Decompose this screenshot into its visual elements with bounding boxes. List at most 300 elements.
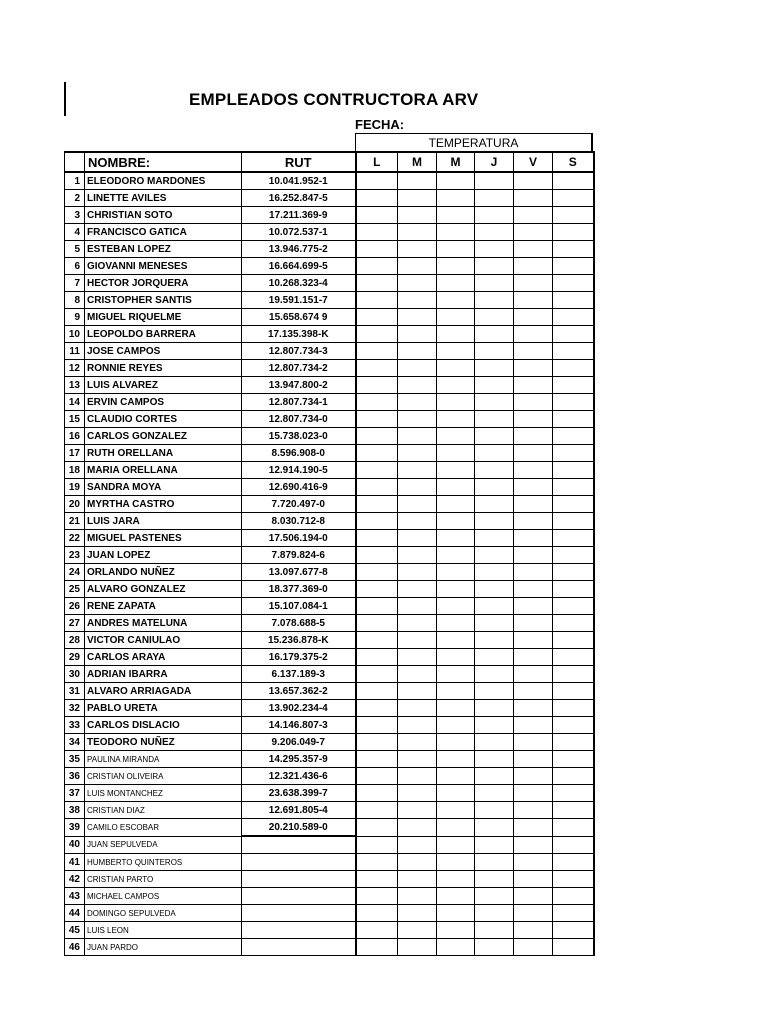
temperature-cell-m1[interactable] (398, 905, 437, 922)
temperature-cell-m2[interactable] (437, 905, 475, 922)
temperature-cell-s[interactable] (553, 462, 594, 479)
temperature-cell-j[interactable] (475, 258, 514, 275)
temperature-cell-m2[interactable] (437, 377, 475, 394)
temperature-cell-m2[interactable] (437, 871, 475, 888)
temperature-cell-j[interactable] (475, 496, 514, 513)
temperature-cell-j[interactable] (475, 428, 514, 445)
temperature-cell-m2[interactable] (437, 513, 475, 530)
temperature-cell-l[interactable] (356, 581, 398, 598)
temperature-cell-v[interactable] (514, 683, 553, 700)
temperature-cell-j[interactable] (475, 547, 514, 564)
temperature-cell-v[interactable] (514, 649, 553, 666)
temperature-cell-j[interactable] (475, 905, 514, 922)
temperature-cell-m2[interactable] (437, 819, 475, 837)
temperature-cell-j[interactable] (475, 190, 514, 207)
temperature-cell-j[interactable] (475, 615, 514, 632)
temperature-cell-m1[interactable] (398, 343, 437, 360)
temperature-cell-m2[interactable] (437, 190, 475, 207)
temperature-cell-j[interactable] (475, 922, 514, 939)
temperature-cell-j[interactable] (475, 751, 514, 768)
temperature-cell-s[interactable] (553, 309, 594, 326)
temperature-cell-m2[interactable] (437, 717, 475, 734)
temperature-cell-m2[interactable] (437, 224, 475, 241)
temperature-cell-l[interactable] (356, 854, 398, 871)
temperature-cell-m2[interactable] (437, 479, 475, 496)
row-number: 38 (65, 802, 85, 819)
employee-name: CRISTIAN DIAZ (85, 802, 242, 819)
temperature-cell-s[interactable] (553, 768, 594, 785)
temperature-cell-m1[interactable] (398, 564, 437, 581)
temperature-cell-m2[interactable] (437, 683, 475, 700)
header-day-j: J (475, 152, 514, 172)
temperature-cell-j[interactable] (475, 734, 514, 751)
temperature-cell-l[interactable] (356, 513, 398, 530)
temperature-cell-s[interactable] (553, 649, 594, 666)
temperature-cell-s[interactable] (553, 785, 594, 802)
employee-rut (242, 905, 356, 922)
temperature-cell-l[interactable] (356, 462, 398, 479)
temperature-cell-s[interactable] (553, 547, 594, 564)
temperature-cell-j[interactable] (475, 326, 514, 343)
temperature-cell-j[interactable] (475, 819, 514, 837)
temperature-cell-v[interactable] (514, 479, 553, 496)
employee-name: JOSE CAMPOS (85, 343, 242, 360)
temperature-cell-s[interactable] (553, 854, 594, 871)
temperature-cell-m1[interactable] (398, 377, 437, 394)
temperature-cell-s[interactable] (553, 496, 594, 513)
temperature-cell-m1[interactable] (398, 683, 437, 700)
temperature-cell-l[interactable] (356, 666, 398, 683)
temperature-cell-l[interactable] (356, 751, 398, 768)
temperature-cell-l[interactable] (356, 275, 398, 292)
temperature-cell-s[interactable] (553, 445, 594, 462)
temperature-cell-s[interactable] (553, 292, 594, 309)
temperature-cell-v[interactable] (514, 854, 553, 871)
temperature-cell-v[interactable] (514, 275, 553, 292)
temperature-cell-m2[interactable] (437, 172, 475, 190)
temperature-cell-v[interactable] (514, 172, 553, 190)
temperature-cell-v[interactable] (514, 905, 553, 922)
temperature-cell-v[interactable] (514, 241, 553, 258)
temperature-cell-j[interactable] (475, 836, 514, 854)
temperature-cell-v[interactable] (514, 734, 553, 751)
temperature-cell-v[interactable] (514, 309, 553, 326)
temperature-cell-v[interactable] (514, 190, 553, 207)
temperature-cell-m1[interactable] (398, 871, 437, 888)
temperature-cell-s[interactable] (553, 172, 594, 190)
temperature-cell-m2[interactable] (437, 581, 475, 598)
temperature-cell-s[interactable] (553, 836, 594, 854)
employee-rut: 16.252.847-5 (242, 190, 356, 207)
temperature-cell-m2[interactable] (437, 360, 475, 377)
temperature-cell-m1[interactable] (398, 615, 437, 632)
employee-rut: 14.146.807-3 (242, 717, 356, 734)
temperature-cell-m2[interactable] (437, 649, 475, 666)
temperature-cell-l[interactable] (356, 802, 398, 819)
temperature-cell-s[interactable] (553, 939, 594, 956)
temperature-cell-s[interactable] (553, 428, 594, 445)
temperature-cell-m1[interactable] (398, 462, 437, 479)
temperature-cell-m1[interactable] (398, 445, 437, 462)
temperature-cell-l[interactable] (356, 479, 398, 496)
temperature-cell-l[interactable] (356, 411, 398, 428)
temperature-cell-j[interactable] (475, 871, 514, 888)
temperature-cell-m1[interactable] (398, 700, 437, 717)
employee-rut: 16.664.699-5 (242, 258, 356, 275)
temperature-cell-m2[interactable] (437, 785, 475, 802)
temperature-cell-s[interactable] (553, 632, 594, 649)
temperature-cell-m2[interactable] (437, 888, 475, 905)
temperature-cell-v[interactable] (514, 888, 553, 905)
temperature-cell-m1[interactable] (398, 207, 437, 224)
temperature-cell-s[interactable] (553, 751, 594, 768)
temperature-cell-l[interactable] (356, 632, 398, 649)
temperature-cell-m2[interactable] (437, 751, 475, 768)
temperature-cell-l[interactable] (356, 258, 398, 275)
temperature-cell-v[interactable] (514, 564, 553, 581)
temperature-cell-j[interactable] (475, 717, 514, 734)
temperature-cell-s[interactable] (553, 326, 594, 343)
temperature-cell-m2[interactable] (437, 496, 475, 513)
temperature-cell-m2[interactable] (437, 836, 475, 854)
temperature-cell-v[interactable] (514, 394, 553, 411)
temperature-cell-v[interactable] (514, 513, 553, 530)
temperature-cell-v[interactable] (514, 751, 553, 768)
temperature-cell-s[interactable] (553, 377, 594, 394)
temperature-cell-m1[interactable] (398, 496, 437, 513)
temperature-cell-v[interactable] (514, 530, 553, 547)
temperature-cell-j[interactable] (475, 343, 514, 360)
temperature-cell-s[interactable] (553, 683, 594, 700)
temperature-cell-m2[interactable] (437, 598, 475, 615)
temperature-cell-v[interactable] (514, 939, 553, 956)
table-row (65, 377, 594, 394)
temperature-cell-l[interactable] (356, 768, 398, 785)
temperature-cell-j[interactable] (475, 854, 514, 871)
temperature-cell-m1[interactable] (398, 819, 437, 837)
temperature-cell-v[interactable] (514, 802, 553, 819)
temperature-cell-v[interactable] (514, 326, 553, 343)
temperature-cell-l[interactable] (356, 939, 398, 956)
temperature-cell-v[interactable] (514, 377, 553, 394)
temperature-cell-l[interactable] (356, 326, 398, 343)
temperature-cell-l[interactable] (356, 598, 398, 615)
temperature-cell-l[interactable] (356, 394, 398, 411)
temperature-cell-v[interactable] (514, 224, 553, 241)
temperature-cell-j[interactable] (475, 275, 514, 292)
temperature-cell-m1[interactable] (398, 785, 437, 802)
temperature-cell-m1[interactable] (398, 632, 437, 649)
temperature-cell-j[interactable] (475, 598, 514, 615)
temperature-cell-m1[interactable] (398, 649, 437, 666)
temperature-cell-m2[interactable] (437, 530, 475, 547)
temperature-cell-j[interactable] (475, 462, 514, 479)
temperature-cell-v[interactable] (514, 768, 553, 785)
temperature-cell-m1[interactable] (398, 922, 437, 939)
temperature-cell-v[interactable] (514, 496, 553, 513)
temperature-cell-v[interactable] (514, 785, 553, 802)
temperature-cell-l[interactable] (356, 343, 398, 360)
table-row (65, 666, 594, 683)
temperature-cell-l[interactable] (356, 819, 398, 837)
temperature-cell-s[interactable] (553, 888, 594, 905)
temperature-cell-s[interactable] (553, 343, 594, 360)
temperature-cell-v[interactable] (514, 632, 553, 649)
temperature-cell-s[interactable] (553, 615, 594, 632)
temperature-cell-m2[interactable] (437, 445, 475, 462)
temperature-cell-m1[interactable] (398, 939, 437, 956)
temperature-cell-m1[interactable] (398, 479, 437, 496)
table-row (65, 615, 594, 632)
temperature-cell-v[interactable] (514, 615, 553, 632)
temperature-cell-l[interactable] (356, 922, 398, 939)
temperature-cell-m2[interactable] (437, 734, 475, 751)
temperature-cell-m1[interactable] (398, 411, 437, 428)
temperature-cell-v[interactable] (514, 581, 553, 598)
temperature-cell-j[interactable] (475, 479, 514, 496)
temperature-cell-m2[interactable] (437, 768, 475, 785)
temperature-cell-s[interactable] (553, 258, 594, 275)
temperature-cell-m2[interactable] (437, 547, 475, 564)
temperature-cell-v[interactable] (514, 871, 553, 888)
temperature-cell-m1[interactable] (398, 513, 437, 530)
row-number: 28 (65, 632, 85, 649)
temperature-cell-l[interactable] (356, 905, 398, 922)
temperature-cell-m1[interactable] (398, 428, 437, 445)
temperature-cell-l[interactable] (356, 309, 398, 326)
temperature-cell-l[interactable] (356, 785, 398, 802)
temperature-cell-l[interactable] (356, 445, 398, 462)
temperature-cell-m1[interactable] (398, 888, 437, 905)
temperature-cell-s[interactable] (553, 513, 594, 530)
temperature-cell-m2[interactable] (437, 428, 475, 445)
temperature-cell-s[interactable] (553, 530, 594, 547)
temperature-cell-m1[interactable] (398, 172, 437, 190)
temperature-cell-l[interactable] (356, 700, 398, 717)
temperature-cell-s[interactable] (553, 581, 594, 598)
temperature-cell-v[interactable] (514, 343, 553, 360)
temperature-cell-s[interactable] (553, 411, 594, 428)
temperature-cell-l[interactable] (356, 734, 398, 751)
temperature-cell-m1[interactable] (398, 275, 437, 292)
temperature-cell-l[interactable] (356, 649, 398, 666)
temperature-cell-m2[interactable] (437, 394, 475, 411)
temperature-cell-l[interactable] (356, 564, 398, 581)
temperature-cell-m1[interactable] (398, 734, 437, 751)
temperature-cell-m1[interactable] (398, 768, 437, 785)
temperature-cell-j[interactable] (475, 394, 514, 411)
temperature-cell-v[interactable] (514, 547, 553, 564)
temperature-cell-v[interactable] (514, 445, 553, 462)
temperature-cell-l[interactable] (356, 292, 398, 309)
temperature-cell-m2[interactable] (437, 462, 475, 479)
temperature-cell-j[interactable] (475, 581, 514, 598)
temperature-cell-j[interactable] (475, 172, 514, 190)
temperature-cell-m2[interactable] (437, 700, 475, 717)
temperature-cell-m2[interactable] (437, 564, 475, 581)
temperature-cell-v[interactable] (514, 207, 553, 224)
temperature-cell-j[interactable] (475, 292, 514, 309)
temperature-cell-j[interactable] (475, 377, 514, 394)
temperature-cell-l[interactable] (356, 224, 398, 241)
temperature-cell-m2[interactable] (437, 275, 475, 292)
temperature-cell-m2[interactable] (437, 666, 475, 683)
temperature-cell-v[interactable] (514, 819, 553, 837)
temperature-cell-m1[interactable] (398, 666, 437, 683)
temperature-cell-m2[interactable] (437, 632, 475, 649)
temperature-cell-l[interactable] (356, 241, 398, 258)
temperature-cell-j[interactable] (475, 445, 514, 462)
temperature-cell-m2[interactable] (437, 615, 475, 632)
temperature-cell-v[interactable] (514, 666, 553, 683)
temperature-cell-m1[interactable] (398, 292, 437, 309)
temperature-cell-j[interactable] (475, 632, 514, 649)
temperature-cell-m1[interactable] (398, 224, 437, 241)
temperature-cell-l[interactable] (356, 428, 398, 445)
temperature-cell-m2[interactable] (437, 343, 475, 360)
temperature-cell-j[interactable] (475, 513, 514, 530)
temperature-cell-v[interactable] (514, 922, 553, 939)
temperature-cell-j[interactable] (475, 939, 514, 956)
temperature-cell-j[interactable] (475, 530, 514, 547)
temperature-cell-j[interactable] (475, 666, 514, 683)
temperature-cell-s[interactable] (553, 802, 594, 819)
temperature-cell-m1[interactable] (398, 258, 437, 275)
employee-name: LINETTE AVILES (85, 190, 242, 207)
temperature-cell-l[interactable] (356, 888, 398, 905)
temperature-cell-l[interactable] (356, 207, 398, 224)
temperature-cell-j[interactable] (475, 683, 514, 700)
temperature-cell-s[interactable] (553, 717, 594, 734)
temperature-cell-v[interactable] (514, 411, 553, 428)
temperature-cell-s[interactable] (553, 360, 594, 377)
temperature-cell-m1[interactable] (398, 581, 437, 598)
row-number: 23 (65, 547, 85, 564)
temperature-cell-v[interactable] (514, 717, 553, 734)
temperature-cell-m1[interactable] (398, 394, 437, 411)
temperature-cell-s[interactable] (553, 700, 594, 717)
temperature-cell-v[interactable] (514, 700, 553, 717)
temperature-cell-l[interactable] (356, 172, 398, 190)
temperature-cell-s[interactable] (553, 598, 594, 615)
temperature-cell-s[interactable] (553, 922, 594, 939)
temperature-cell-v[interactable] (514, 360, 553, 377)
temperature-cell-m1[interactable] (398, 241, 437, 258)
temperature-cell-v[interactable] (514, 836, 553, 854)
temperature-cell-v[interactable] (514, 292, 553, 309)
employee-rut: 7.720.497-0 (242, 496, 356, 513)
temperature-cell-s[interactable] (553, 734, 594, 751)
temperature-cell-m2[interactable] (437, 309, 475, 326)
temperature-cell-m2[interactable] (437, 854, 475, 871)
temperature-cell-m1[interactable] (398, 751, 437, 768)
temperature-cell-m1[interactable] (398, 547, 437, 564)
temperature-cell-l[interactable] (356, 836, 398, 854)
temperature-cell-m1[interactable] (398, 854, 437, 871)
temperature-cell-m2[interactable] (437, 411, 475, 428)
employee-rut: 20.210.589-0 (242, 819, 356, 837)
temperature-cell-j[interactable] (475, 768, 514, 785)
temperature-cell-j[interactable] (475, 785, 514, 802)
temperature-cell-l[interactable] (356, 530, 398, 547)
temperature-cell-j[interactable] (475, 700, 514, 717)
temperature-cell-m2[interactable] (437, 241, 475, 258)
temperature-cell-s[interactable] (553, 275, 594, 292)
temperature-cell-j[interactable] (475, 802, 514, 819)
temperature-cell-m1[interactable] (398, 360, 437, 377)
temperature-cell-v[interactable] (514, 462, 553, 479)
temperature-cell-m2[interactable] (437, 207, 475, 224)
temperature-cell-l[interactable] (356, 496, 398, 513)
temperature-cell-j[interactable] (475, 241, 514, 258)
temperature-cell-s[interactable] (553, 394, 594, 411)
row-number: 36 (65, 768, 85, 785)
temperature-cell-l[interactable] (356, 547, 398, 564)
temperature-cell-l[interactable] (356, 377, 398, 394)
temperature-cell-m1[interactable] (398, 717, 437, 734)
row-number: 21 (65, 513, 85, 530)
temperature-cell-m1[interactable] (398, 836, 437, 854)
temperature-cell-s[interactable] (553, 241, 594, 258)
temperature-cell-s[interactable] (553, 207, 594, 224)
temperature-cell-j[interactable] (475, 649, 514, 666)
temperature-cell-l[interactable] (356, 717, 398, 734)
temperature-cell-m1[interactable] (398, 309, 437, 326)
temperature-cell-m2[interactable] (437, 939, 475, 956)
employee-name: HECTOR JORQUERA (85, 275, 242, 292)
temperature-cell-v[interactable] (514, 258, 553, 275)
temperature-cell-m2[interactable] (437, 922, 475, 939)
temperature-cell-j[interactable] (475, 360, 514, 377)
employee-name: CRISTOPHER SANTIS (85, 292, 242, 309)
temperature-cell-l[interactable] (356, 615, 398, 632)
temperature-cell-j[interactable] (475, 564, 514, 581)
temperature-cell-l[interactable] (356, 871, 398, 888)
temperature-cell-m2[interactable] (437, 258, 475, 275)
temperature-cell-s[interactable] (553, 190, 594, 207)
employee-name: LEOPOLDO BARRERA (85, 326, 242, 343)
temperature-cell-j[interactable] (475, 224, 514, 241)
temperature-cell-m1[interactable] (398, 190, 437, 207)
temperature-cell-l[interactable] (356, 190, 398, 207)
temperature-cell-s[interactable] (553, 905, 594, 922)
temperature-cell-m1[interactable] (398, 326, 437, 343)
temperature-cell-v[interactable] (514, 428, 553, 445)
temperature-cell-s[interactable] (553, 564, 594, 581)
temperature-cell-j[interactable] (475, 888, 514, 905)
temperature-cell-s[interactable] (553, 666, 594, 683)
temperature-cell-m1[interactable] (398, 530, 437, 547)
employee-name: ESTEBAN LOPEZ (85, 241, 242, 258)
temperature-cell-l[interactable] (356, 360, 398, 377)
temperature-cell-m2[interactable] (437, 292, 475, 309)
temperature-cell-j[interactable] (475, 309, 514, 326)
temperature-cell-m1[interactable] (398, 598, 437, 615)
temperature-cell-s[interactable] (553, 871, 594, 888)
temperature-cell-s[interactable] (553, 479, 594, 496)
temperature-cell-v[interactable] (514, 598, 553, 615)
table-row (65, 241, 594, 258)
temperature-cell-m2[interactable] (437, 326, 475, 343)
temperature-cell-l[interactable] (356, 683, 398, 700)
temperature-cell-m1[interactable] (398, 802, 437, 819)
temperature-cell-s[interactable] (553, 819, 594, 837)
table-row (65, 564, 594, 581)
temperature-cell-m2[interactable] (437, 802, 475, 819)
temperature-cell-j[interactable] (475, 207, 514, 224)
temperature-cell-j[interactable] (475, 411, 514, 428)
temperature-cell-s[interactable] (553, 224, 594, 241)
